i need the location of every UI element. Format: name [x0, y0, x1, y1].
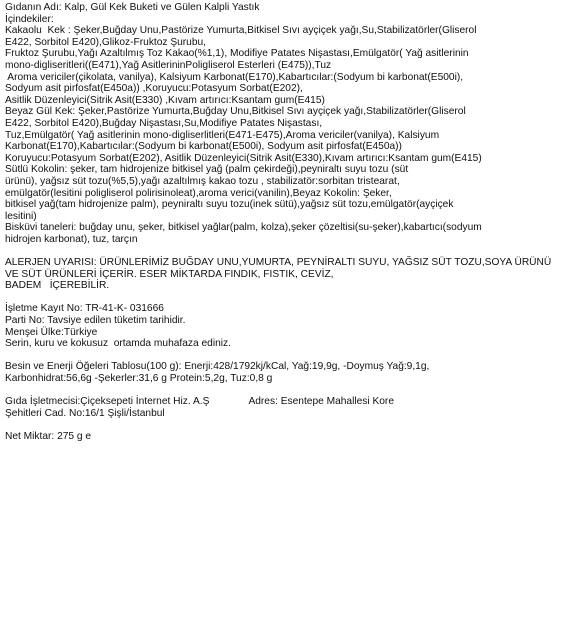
- text-line: Sodyum asit pirfosfat(E450a)) ,Koruyucu:Potasyum Sorbat(E202),: [5, 83, 303, 95]
- label-text-document: [5, 2, 579, 443]
- text-line: Tuz,Emülgatör( Yağ asitlerinin mono-digliserlitleri(E471-E475),Aroma vericiler(vanilya), Kalsiyum: [5, 129, 440, 141]
- text-line: E422, Sorbitol E420),Glikoz-Fruktoz Şurubu,: [5, 36, 207, 48]
- text-line: Beyaz Gül Kek: Şeker,Pastörize Yumurta,Buğday Unu,Bitkisel Sıvı ayçiçek yağı,Stabilizatörler(Gliserol: [5, 106, 466, 118]
- text-line: E422, Sorbitol E420),Buğday Nişastası,Su,Modifiye Patates Nişastası,: [5, 117, 323, 129]
- text-line: VE SÜT ÜRÜNLERİ İÇERİR. ESER MİKTARDA FINDIK, FISTIK, CEVİZ,: [5, 268, 334, 280]
- text-line: emülgatör(lesitini poligliserol polirisinoleat),aroma verici(vanilin),Beyaz Kokolin: Şeker,: [5, 187, 392, 199]
- text-line: Gıda İşletmecisi:Çiçeksepeti İnternet Hiz. A.Ş Adres: Esentepe Mahallesi Kore: [5, 396, 394, 408]
- text-line: mono-digliseritleri((E471),Yağ AsitlerininPoligliserol Esterleri (E475)),Tuz: [5, 59, 332, 71]
- blank-line: [5, 245, 579, 257]
- text-line: Kakaolu Kek : Şeker,Buğday Unu,Pastörize Yumurta,Bitkisel Sıvı ayçiçek yağı,Su,Stabilizatörler(Gliserol: [5, 25, 477, 37]
- text-line: ALERJEN UYARISI: ÜRÜNLERİMİZ BUĞDAY UNU,YUMURTA, PEYNİRALTI SUYU, YAĞSIZ SÜT TOZU,SOYA ÜRÜNÜ: [5, 257, 552, 269]
- text-line: Besin ve Enerji Öğeleri Tablosu(100 g): Enerji:428/1792kj/kCal, Yağ:19,9g, -Doymuş Yağ:9,1g,: [5, 361, 430, 373]
- text-line: BADEM İÇEREBİLİR.: [5, 280, 110, 292]
- text-line: İçindekiler:: [5, 13, 54, 25]
- text-line: Koruyucu:Potasyum Sorbat(E202), Asitlik Düzenleyici(Sitrik Asit(E330),Kıvam artırıcı:Ksantam gum(E415): [5, 152, 482, 164]
- text-line: Sütlü Kokolin: şeker, tam hidrojenize bitkisel yağ (palm çekirdeği),peyniraltı suyu tozu (süt: [5, 164, 409, 176]
- text-line: İşletme Kayıt No: TR-41-K- 031666: [5, 303, 164, 315]
- blank-line: [5, 419, 579, 431]
- text-line: Karbonhidrat:56,6g -Şekerler:31,6 g Protein:5,2g, Tuz:0,8 g: [5, 373, 273, 384]
- blank-line: [5, 350, 579, 362]
- text-line: hidrojen karbonat), tuz, tarçın: [5, 233, 138, 245]
- text-line: Şehitleri Cad. No:16/1 Şişli/İstanbul: [5, 407, 165, 419]
- blank-line: [5, 292, 579, 304]
- text-line: Karbonat(E170),Kabartıcılar:(Sodyum bi karbonat(E500i), Sodyum asit pirfosfat(E450a)): [5, 141, 402, 153]
- blank-line: [5, 385, 579, 397]
- text-line: bitkisel yağ(tam hidrojenize palm), peyniraltı suyu tozu(inek sütü),yağsız süt tozu,emülgatör(ayçiçek: [5, 199, 454, 211]
- text-line: Net Miktar: 275 g e: [5, 430, 92, 442]
- text-line: Fruktoz Şurubu,Yağı Azaltılmış Toz Kakao(%1,1), Modifiye Patates Nişastası,Emülgatör( Yağ asitlerinin: [5, 48, 469, 60]
- text-line: lesitini): [5, 210, 37, 222]
- text-line: Parti No: Tavsiye edilen tüketim tarihidir.: [5, 315, 186, 327]
- text-line: Asitlik Düzenleyici(Sitrik Asit(E330) ,Kıvam artırıcı:Ksantam gum(E415): [5, 94, 325, 106]
- text-line: Bisküvi taneleri: buğday unu, şeker, bitkisel yağlar(palm, kolza),şeker çözeltisi(su-şeker),kabartıcı(sodyum: [5, 222, 482, 234]
- text-line: Gıdanın Adı: Kalp, Gül Kek Buketi ve Gülen Kalpli Yastık: [5, 2, 260, 13]
- text-line: Aroma vericiler(çikolata, vanilya), Kalsiyum Karbonat(E170),Kabartıcılar:(Sodyum bi karbonat(E500i),: [5, 71, 464, 83]
- text-line: ürünü), yağsız süt tozu(%5,5),yağı azaltılmış kakao tozu , stabilizatör:sorbitan tristearat,: [5, 175, 400, 187]
- text-line: Menşei Ülke:Türkiye: [5, 326, 98, 338]
- text-line: Serin, kuru ve kokusuz ortamda muhafaza ediniz.: [5, 338, 231, 350]
